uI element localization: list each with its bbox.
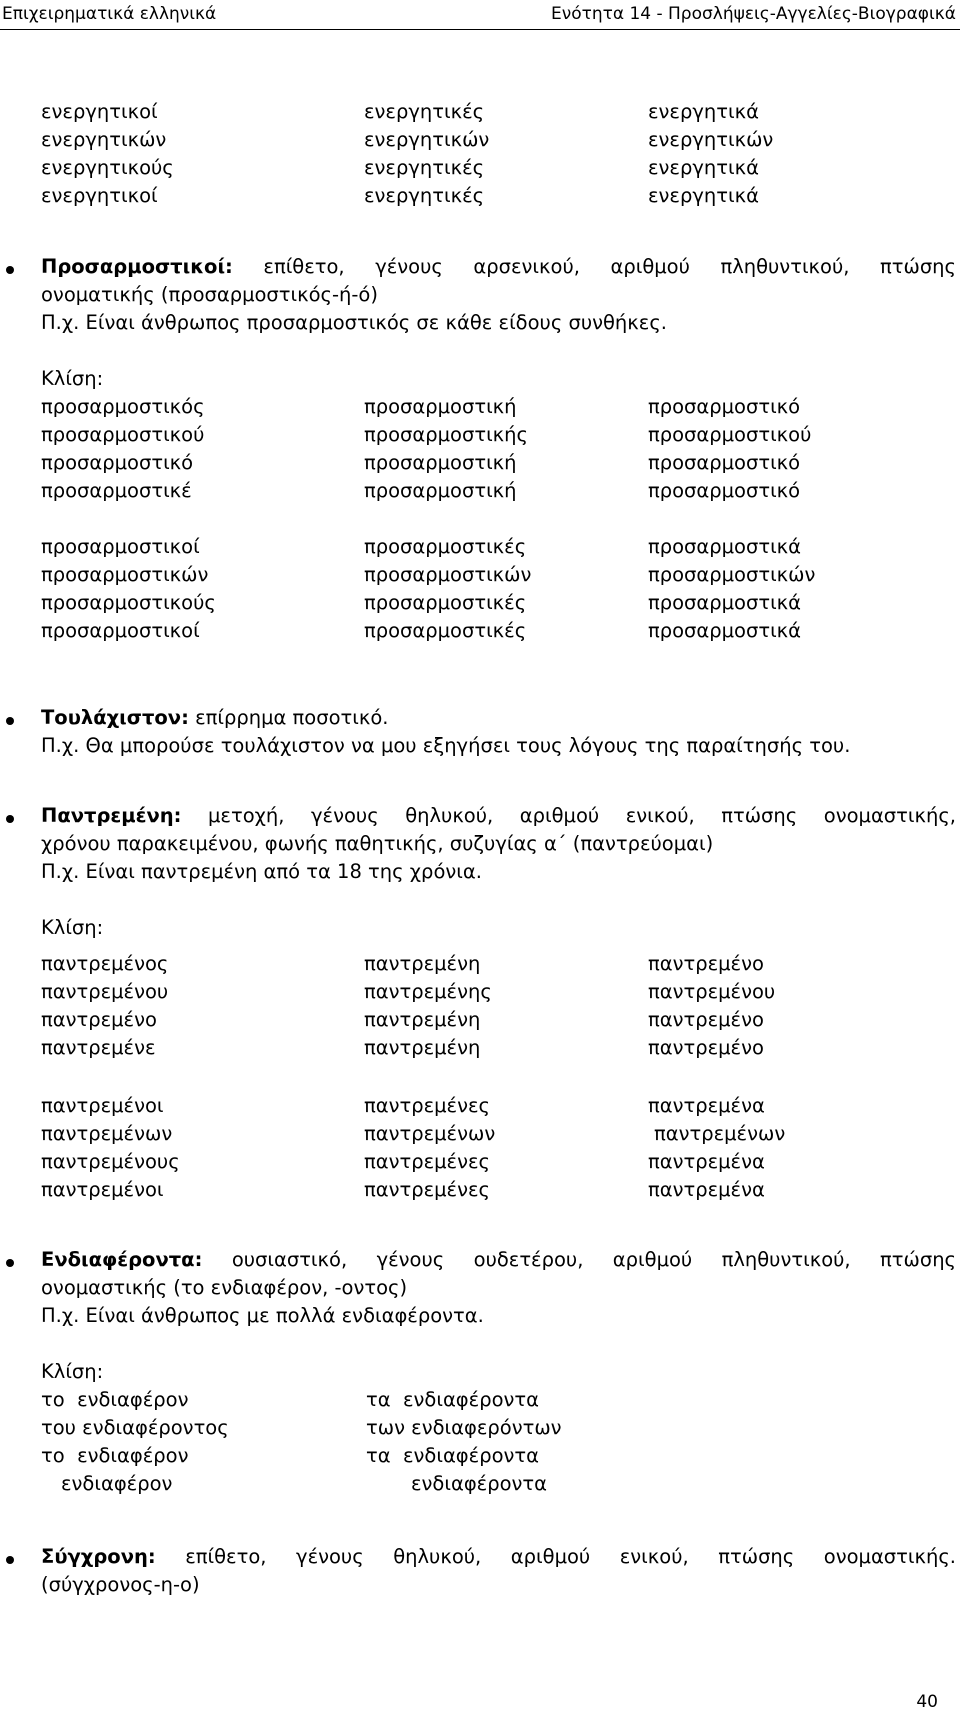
table-cell: ενεργητικά [648, 184, 759, 207]
table-cell: παντρεμένες [364, 1178, 490, 1201]
klisi-label: Κλίση: [41, 367, 104, 390]
table-cell: παντρεμένων [364, 1122, 496, 1145]
example-text: Π.χ. Θα μπορούσε τουλάχιστον να μου εξηγήσει τους λόγους της παραίτησής του. [41, 734, 851, 757]
table-cell: ενεργητικών [41, 128, 167, 151]
entry-term: Παντρεμένη: [41, 804, 182, 827]
table-cell: προσαρμοστικά [648, 591, 802, 614]
table-cell: ενδιαφέρον [61, 1472, 173, 1495]
definition-text: επίρρημα ποσοτικό. [188, 706, 389, 729]
table-cell: παντρεμένε [41, 1036, 156, 1059]
table-cell: παντρεμένα [648, 1094, 765, 1117]
table-cell: παντρεμένος [41, 952, 169, 975]
table-cell: παντρεμένο [648, 1036, 764, 1059]
definition-text: επίθετο, γένους αρσενικού, αριθμού πληθυντικού, πτώσης [232, 255, 956, 278]
page-number: 40 [916, 1692, 938, 1712]
table-cell: ενεργητικούς [41, 156, 174, 179]
entry-term: Σύγχρονη: [41, 1545, 156, 1568]
table-cell: προσαρμοστικά [648, 619, 802, 642]
table-cell: ενεργητικοί [41, 100, 158, 123]
table-cell: παντρεμένοι [41, 1178, 164, 1201]
entry-term: Ενδιαφέροντα: [41, 1248, 203, 1271]
table-cell: ενδιαφέροντα [411, 1472, 548, 1495]
definition-text: ονοματικής (προσαρμοστικός-ή-ό) [41, 283, 378, 306]
example-text: Π.χ. Είναι άνθρωπος με πολλά ενδιαφέροντα. [41, 1304, 484, 1327]
example-text: Π.χ. Είναι παντρεμένη από τα 18 της χρόνια. [41, 860, 482, 883]
table-cell: προσαρμοστική [364, 395, 517, 418]
table-cell: του ενδιαφέροντος [41, 1416, 229, 1439]
table-cell: προσαρμοστικά [648, 535, 802, 558]
bullet-icon [6, 1259, 14, 1267]
table-cell: προσαρμοστικό [648, 395, 801, 418]
table-cell: παντρεμένες [364, 1150, 490, 1173]
header-right: Ενότητα 14 - Προσλήψεις-Αγγελίες-Βιογραφικά [550, 4, 956, 24]
table-cell: προσαρμοστικής [364, 423, 528, 446]
table-cell: προσαρμοστικού [41, 423, 205, 446]
klisi-label: Κλίση: [41, 916, 104, 939]
table-cell: προσαρμοστικούς [41, 591, 216, 614]
table-cell: προσαρμοστικό [648, 479, 801, 502]
table-cell: προσαρμοστικές [364, 535, 527, 558]
table-cell: ενεργητικά [648, 100, 759, 123]
table-cell: το ενδιαφέρον [41, 1444, 189, 1467]
table-cell: ενεργητικές [364, 100, 485, 123]
table-cell: το ενδιαφέρον [41, 1388, 189, 1411]
example-text: Π.χ. Είναι άνθρωπος προσαρμοστικός σε κάθε είδους συνθήκες. [41, 311, 667, 334]
table-cell: παντρεμένης [364, 980, 492, 1003]
table-cell: ενεργητικών [364, 128, 490, 151]
page-header [0, 0, 960, 30]
table-cell: παντρεμένη [364, 952, 481, 975]
table-cell: προσαρμοστικές [364, 591, 527, 614]
table-cell: παντρεμένο [41, 1008, 157, 1031]
table-cell: παντρεμένου [648, 980, 776, 1003]
table-cell: ενεργητικών [648, 128, 774, 151]
definition-text: ονομαστικής (το ενδιαφέρον, -οντος) [41, 1276, 408, 1299]
table-cell: προσαρμοστικός [41, 395, 205, 418]
table-cell: παντρεμένων [654, 1122, 786, 1145]
entry-term: Τουλάχιστον: [41, 706, 189, 729]
table-cell: παντρεμένη [364, 1008, 481, 1031]
definition-text: ουσιαστικό, γένους ουδετέρου, αριθμού πληθυντικού, πτώσης [202, 1248, 956, 1271]
table-cell: προσαρμοστικό [648, 451, 801, 474]
table-cell: ενεργητικά [648, 156, 759, 179]
definition-text: (σύγχρονος-η-ο) [41, 1573, 200, 1596]
table-cell: ενεργητικές [364, 184, 485, 207]
table-cell: τα ενδιαφέροντα [366, 1444, 540, 1467]
header-left: Επιχειρηματικά ελληνικά [2, 4, 217, 24]
table-cell: προσαρμοστικέ [41, 479, 192, 502]
bullet-icon [6, 1556, 14, 1564]
bullet-icon [6, 717, 14, 725]
bullet-icon [6, 815, 14, 823]
header-divider [0, 29, 960, 30]
table-cell: προσαρμοστικοί [41, 619, 200, 642]
definition-text: μετοχή, γένους θηλυκού, αριθμού ενικού, πτώσης ονομαστικής, [181, 804, 956, 827]
table-cell: προσαρμοστικού [648, 423, 812, 446]
table-cell: προσαρμοστικών [364, 563, 532, 586]
table-cell: προσαρμοστική [364, 451, 517, 474]
klisi-label: Κλίση: [41, 1360, 104, 1383]
table-cell: παντρεμένο [648, 952, 764, 975]
bullet-icon [6, 266, 14, 274]
table-cell: των ενδιαφερόντων [366, 1416, 562, 1439]
table-cell: παντρεμένα [648, 1150, 765, 1173]
table-cell: προσαρμοστικές [364, 619, 527, 642]
entry-definition [41, 1246, 956, 1274]
table-cell: ενεργητικοί [41, 184, 158, 207]
table-cell: προσαρμοστικών [41, 563, 209, 586]
table-cell: ενεργητικές [364, 156, 485, 179]
table-cell: παντρεμένο [648, 1008, 764, 1031]
table-cell: παντρεμένα [648, 1178, 765, 1201]
entry-definition [41, 253, 956, 281]
table-cell: προσαρμοστικοί [41, 535, 200, 558]
definition-text: χρόνου παρακειμένου, φωνής παθητικής, συζυγίας α΄ (παντρεύομαι) [41, 832, 714, 855]
entry-term: Προσαρμοστικοί: [41, 255, 233, 278]
table-cell: παντρεμένους [41, 1150, 180, 1173]
table-cell: παντρεμένου [41, 980, 169, 1003]
table-cell: προσαρμοστικών [648, 563, 816, 586]
definition-text: επίθετο, γένους θηλυκού, αριθμού ενικού, πτώσης ονομαστικής. [155, 1545, 956, 1568]
entry-definition [41, 802, 956, 830]
table-cell: τα ενδιαφέροντα [366, 1388, 540, 1411]
entry-definition [41, 1543, 956, 1571]
table-cell: παντρεμένη [364, 1036, 481, 1059]
entry-definition [41, 704, 388, 732]
table-cell: παντρεμένοι [41, 1094, 164, 1117]
table-cell: προσαρμοστικό [41, 451, 194, 474]
table-cell: προσαρμοστική [364, 479, 517, 502]
table-cell: παντρεμένες [364, 1094, 490, 1117]
table-cell: παντρεμένων [41, 1122, 173, 1145]
